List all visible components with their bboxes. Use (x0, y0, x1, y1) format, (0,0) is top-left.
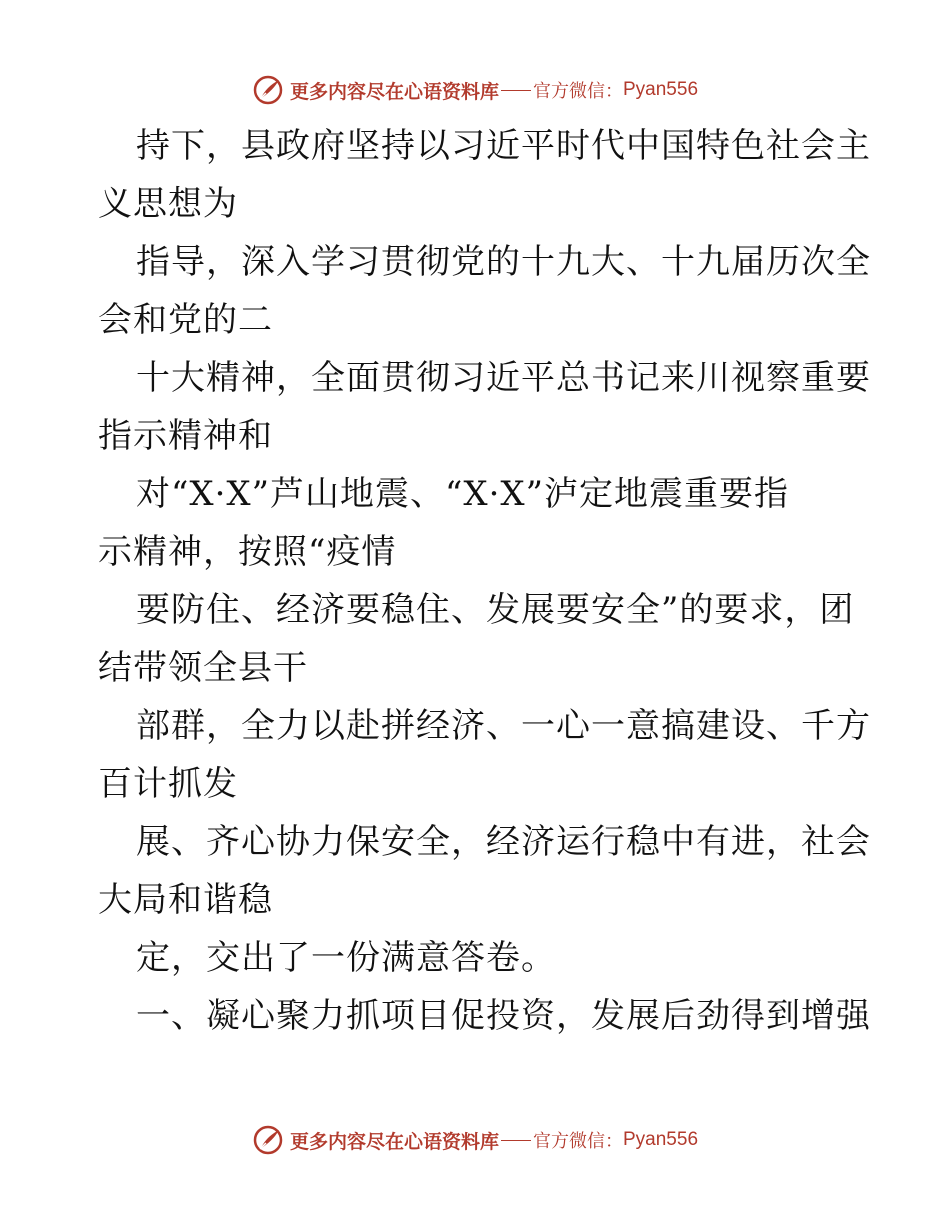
section-heading: 一、凝心聚力抓项目促投资，发展后劲得到增强 (136, 996, 871, 1036)
footer-wechat-id: Pyan556 (623, 1129, 699, 1150)
footer-banner (0, 1120, 950, 1160)
body-line: 展、齐心协力保安全，经济运行稳中有进，社会 (136, 822, 871, 862)
body-line: 持下，县政府坚持以习近平时代中国特色社会主 (136, 126, 871, 166)
body-line: 示精神，按照“疫情 (98, 532, 397, 572)
header-dash (501, 90, 531, 91)
body-line: 指导，深入学习贯彻党的十九大、十九届历次全 (136, 242, 871, 282)
body-line: 部群，全力以赴拼经济、一心一意搞建设、千方 (136, 706, 871, 746)
body-line: 义思想为 (98, 184, 238, 224)
footer-site-text: 更多内容尽在心语资料库 (289, 1130, 499, 1153)
header-site-text: 更多内容尽在心语资料库 (289, 80, 499, 103)
body-line: 要防住、经济要稳住、发展要安全”的要求，团 (136, 590, 855, 630)
body-line: 结带领全县干 (98, 648, 308, 688)
header-banner (0, 70, 950, 110)
body-line: 对“X·X”芦山地震、“X·X”泸定地震重要指 (136, 474, 789, 514)
body-line: 十大精神，全面贯彻习近平总书记来川视察重要 (136, 358, 871, 398)
footer-wechat-label: 官方微信： (533, 1131, 623, 1152)
document-body (98, 117, 871, 1045)
body-line: 定，交出了一份满意答卷。 (136, 938, 556, 978)
header-wechat-label: 官方微信： (533, 81, 623, 102)
body-line: 会和党的二 (98, 300, 273, 340)
body-line: 百计抓发 (98, 764, 238, 804)
footer-dash (501, 1140, 531, 1141)
quill-logo-icon (252, 74, 284, 106)
body-line: 指示精神和 (98, 416, 273, 456)
quill-logo-icon (252, 1124, 284, 1156)
body-line: 大局和谐稳 (98, 880, 273, 920)
header-wechat-id: Pyan556 (623, 79, 699, 100)
